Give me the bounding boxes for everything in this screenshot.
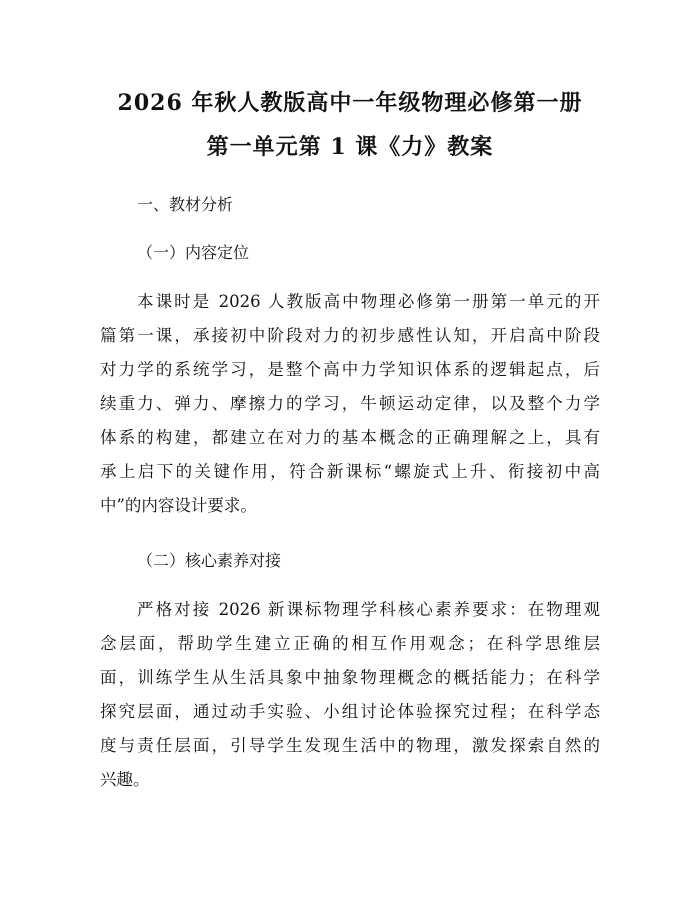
paragraph-line: 承上启下的关键作用，符合新课标“螺旋式上升、衔接初中高 [100, 462, 600, 481]
paragraph-line: 面，训练学生从生活具象中抽象物理概念的概括能力；在科学 [100, 668, 600, 687]
document-title-line1: 2026 年秋人教版高中一年级物理必修第一册 [117, 90, 583, 116]
paragraph-line: 兴趣。 [100, 770, 150, 789]
paragraph-line: 对力学的系统学习，是整个高中力学知识体系的逻辑起点，后 [100, 360, 600, 379]
paragraph-line: 念层面，帮助学生建立正确的相互作用观念；在科学思维层 [100, 634, 600, 653]
paragraph-line: 严格对接 2026 新课标物理学科核心素养要求：在物理观 [137, 600, 600, 619]
section-heading-teaching-material-analysis: 一、教材分析 [137, 195, 234, 214]
paragraph-line: 本课时是 2026 人教版高中物理必修第一册第一单元的开 [137, 292, 600, 311]
paragraph-line: 探究层面，通过动手实验、小组讨论体验探究过程；在科学态 [100, 702, 600, 721]
paragraph-line: 度与责任层面，引导学生发现生活中的物理，激发探索自然的 [100, 736, 600, 755]
subsection-heading-core-competencies: （二）核心素养对接 [137, 551, 282, 570]
subsection-heading-content-positioning: （一）内容定位 [137, 243, 250, 262]
paragraph-line: 续重力、弹力、摩擦力的学习，牛顿运动定律，以及整个力学 [100, 394, 600, 413]
paragraph-line: 中”的内容设计要求。 [100, 496, 257, 515]
paragraph-line: 体系的构建，都建立在对力的基本概念的正确理解之上，具有 [100, 428, 600, 447]
document-title-line2: 第一单元第 1 课《力》教案 [206, 134, 494, 160]
paragraph-line: 篇第一课，承接初中阶段对力的初步感性认知，开启高中阶段 [100, 326, 600, 345]
